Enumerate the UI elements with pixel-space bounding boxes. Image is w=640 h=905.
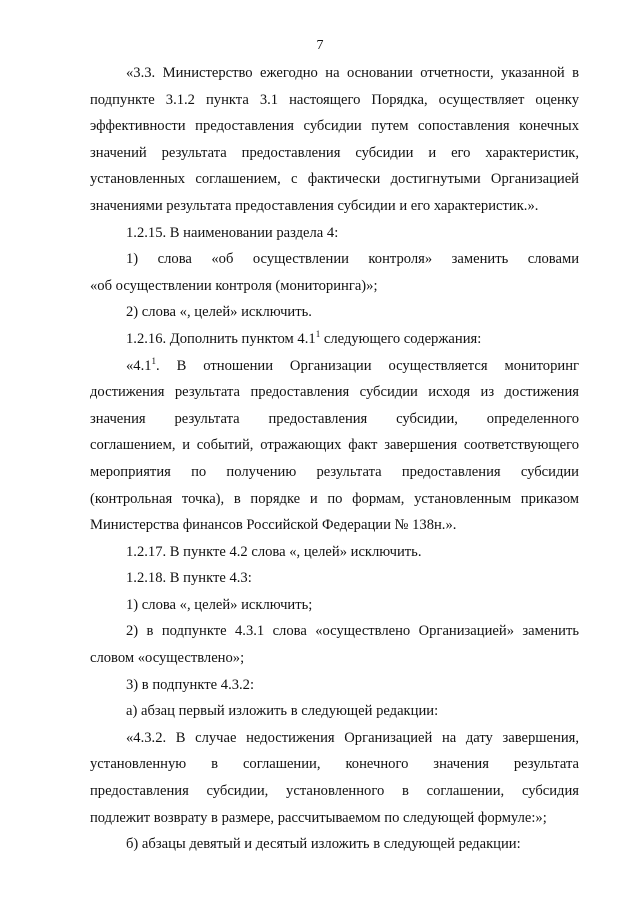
line-text: 2) в подпункте 4.3.1 слова «осуществлено Организацией» заменить [126,623,579,640]
text-line [90,486,579,513]
line-text: 2) слова «, целей» исключить. [126,304,312,321]
line-text: установленных соглашением, с фактически достигнутыми Организацией [90,171,579,188]
text-line [90,672,579,699]
line-text: «об осуществлении контроля (мониторинга)»; [90,277,378,294]
line-text: (контрольная точка), в порядке и по формам, установленным приказом [90,490,579,507]
text-line [90,87,579,114]
text-line [90,353,579,380]
line-text: 1.2.17. В пункте 4.2 слова «, целей» исключить. [126,543,422,560]
text-line [90,778,579,805]
line-text: значениями результата предоставления субсидии и его характеристик.». [90,197,539,214]
line-text: значения результата предоставления субсидии, определенного [90,410,579,427]
line-text-after: . В отношении Организации осуществляется мониторинг [156,357,579,374]
line-text: соглашением, и событий, отражающих факт завершения соответствующего [90,437,579,454]
text-line [90,645,579,672]
line-text: 1.2.16. Дополнить пунктом 4.1 [126,330,316,347]
text-line [90,379,579,406]
line-text: «4.1 [126,357,152,374]
page-number: 7 [316,38,324,53]
line-text: мероприятия по получению результата предоставления субсидии [90,463,579,480]
text-line [90,565,579,592]
text-line [90,326,579,353]
text-line [90,166,579,193]
text-line [90,220,579,247]
text-line [90,618,579,645]
text-line [90,831,579,858]
text-line [90,193,579,220]
line-text: 3) в подпункте 4.3.2: [126,676,255,693]
text-line [90,592,579,619]
text-line [90,246,579,273]
line-text: установленную в соглашении, конечного значения результата [90,756,579,773]
line-text-after: следующего содержания: [320,330,482,347]
line-text: б) абзацы девятый и десятый изложить в следующей редакции: [126,836,521,853]
line-text: 1.2.15. В наименовании раздела 4: [126,224,339,241]
text-line [90,539,579,566]
text-line [90,406,579,433]
line-text: словом «осуществлено»; [90,650,245,667]
line-text: 1) слова «об осуществлении контроля» заменить словами [126,251,579,268]
line-text: подлежит возврату в размере, рассчитываемом по следующей формуле:»; [90,809,547,826]
line-text: «3.3. Министерство ежегодно на основании отчетности, указанной в [126,65,579,81]
text-line [90,432,579,459]
line-text: подпункте 3.1.2 пункта 3.1 настоящего Порядка, осуществляет оценку [90,91,579,108]
text-line [90,299,579,326]
text-line [90,113,579,140]
text-line [90,751,579,778]
superscript: 1 [315,328,321,339]
document-body [90,60,579,858]
line-text: а) абзац первый изложить в следующей редакции: [126,703,439,720]
text-line [90,459,579,486]
line-text: предоставления субсидии, установленного в соглашении, субсидия [90,783,579,800]
text-line [90,60,579,87]
text-line [90,512,579,539]
text-line [90,805,579,832]
line-text: 1.2.18. В пункте 4.3: [126,570,252,587]
text-line [90,273,579,300]
text-line [90,698,579,725]
superscript: 1 [151,355,157,366]
line-text: Министерства финансов Российской Федерации № 138н.». [90,517,457,534]
line-text: «4.3.2. В случае недостижения Организацией на дату завершения, [126,729,579,746]
line-text: эффективности предоставления субсидии путем сопоставления конечных [90,118,579,135]
text-line [90,725,579,752]
line-text: 1) слова «, целей» исключить; [126,596,313,613]
text-line [90,140,579,167]
line-text: достижения результата предоставления субсидии исходя из достижения [90,384,579,401]
line-text: значений результата предоставления субсидии и его характеристик, [90,144,579,161]
